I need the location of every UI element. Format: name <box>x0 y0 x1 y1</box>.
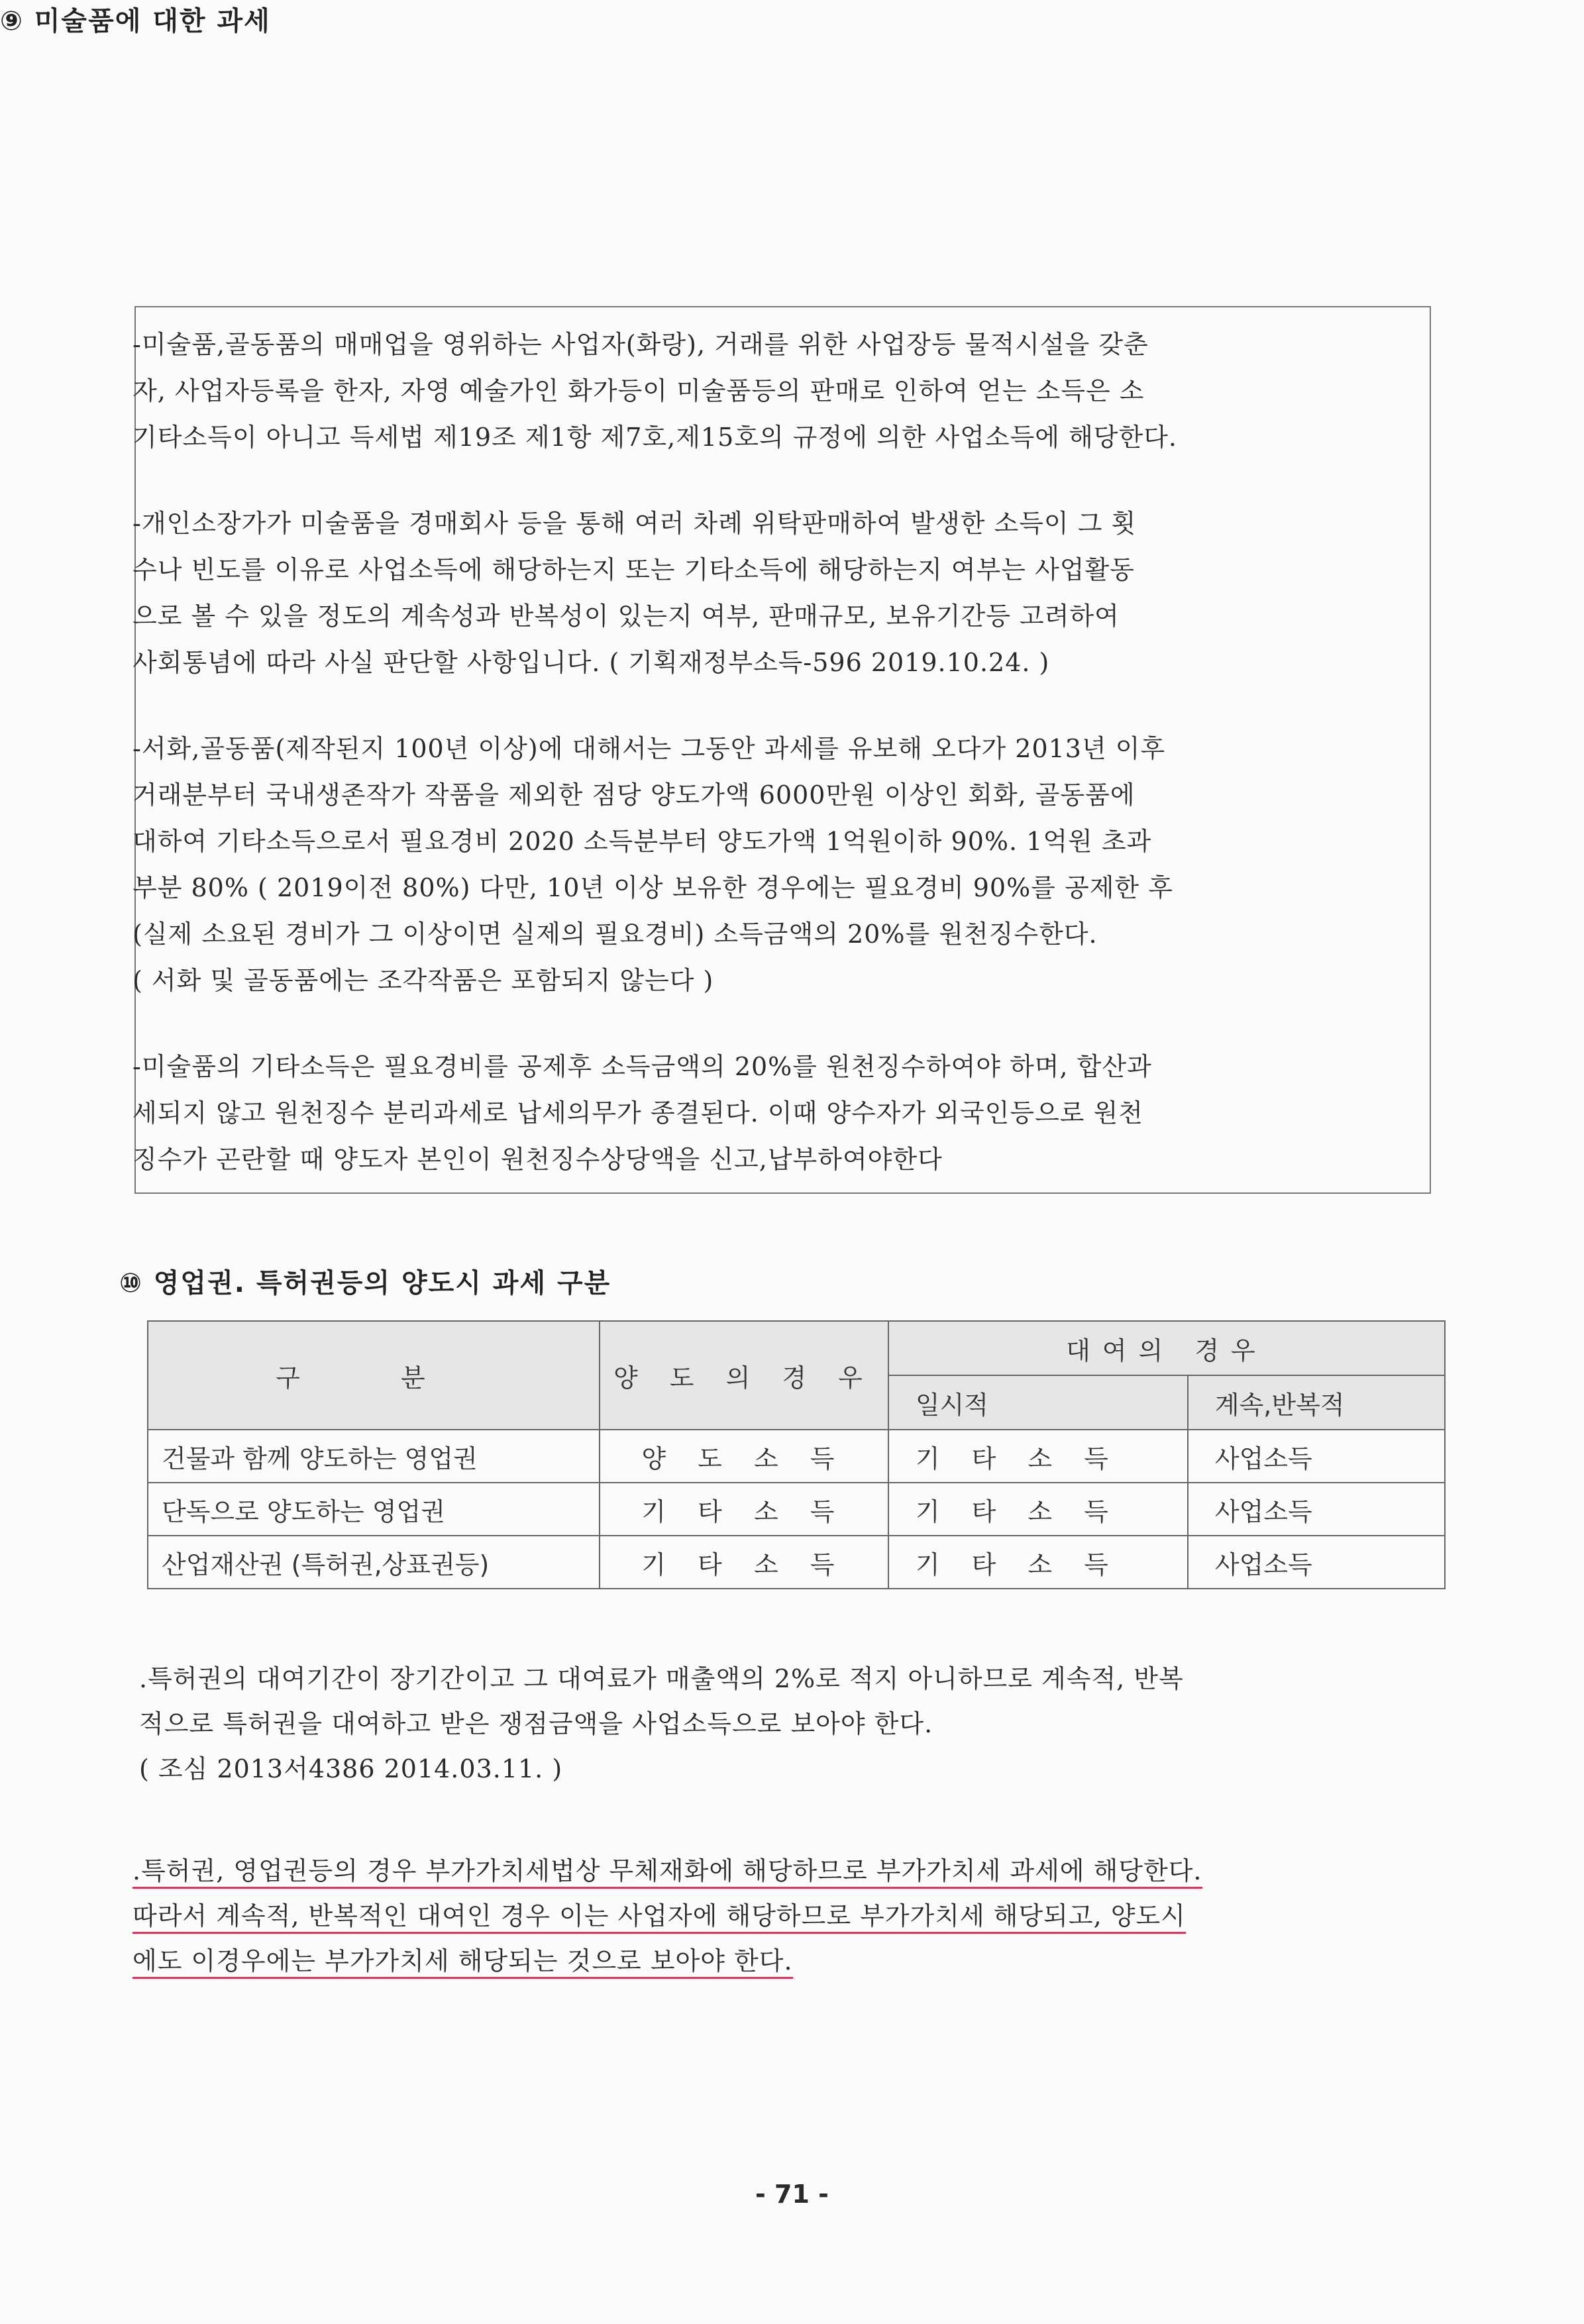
section9-paragraph-4 <box>132 1043 1424 1183</box>
section9-paragraph-1 <box>132 321 1424 460</box>
section9-title: ⑨ 미술품에 대한 과세 <box>0 6 271 36</box>
text-line: 부분 80% ( 2019이전 80%) 다만, 10년 이상 보유한 경우에는 필요경비 90%를 공제한 후 <box>132 873 1173 902</box>
section9-paragraph-2 <box>132 500 1424 686</box>
text-line: (실제 소요된 경비가 그 이상이면 실제의 필요경비) 소득금액의 20%를 원천징수한다. <box>132 920 1098 949</box>
header-lease: 대여의 경우 <box>888 1321 1445 1375</box>
text-line: 적으로 특허권을 대여하고 받은 쟁점금액을 사업소득으로 보아야 한다. <box>139 1709 933 1738</box>
section9-paragraph-3 <box>132 725 1424 1004</box>
text-line: -서화,골동품(제작된지 100년 이상)에 대해서는 그동안 과세를 유보해 오다가 2013년 이후 <box>132 734 1166 763</box>
text-line: 자, 사업자등록을 한자, 자영 예술가인 화가등이 미술품등의 판매로 인하여 얻는 소득은 소 <box>132 376 1145 405</box>
cell-transfer: 기 타 소 득 <box>600 1536 888 1589</box>
cell-temporary: 기 타 소 득 <box>888 1483 1188 1536</box>
text-line: -개인소장가가 미술품을 경매회사 등을 통해 여러 차례 위탁판매하여 발생한 소득이 그 횟 <box>132 509 1137 538</box>
text-line: ( 조심 2013서4386 2014.03.11. ) <box>139 1754 563 1783</box>
page-number: - 71 - <box>755 2180 829 2209</box>
cell-repeated: 사업소득 <box>1188 1430 1445 1483</box>
text-line: 대하여 기타소득으로서 필요경비 2020 소득분부터 양도가액 1억원이하 90%. 1억원 초과 <box>132 827 1152 856</box>
text-line <box>132 1848 1438 1893</box>
underlined-text: .특허권, 영업권등의 경우 부가가치세법상 무체재화에 해당하므로 부가가치세 과세에 해당한다. <box>132 1856 1202 1889</box>
text-line: 으로 볼 수 있을 정도의 계속성과 반복성이 있는지 여부, 판매규모, 보유기간등 고려하여 <box>132 602 1120 631</box>
header-repeated: 계속,반복적 <box>1188 1375 1445 1430</box>
cell-repeated: 사업소득 <box>1188 1536 1445 1589</box>
cell-category: 산업재산권 (특허권,상표권등) <box>148 1536 600 1589</box>
section10-title: ⑩ 영업권. 특허권등의 양도시 과세 구분 <box>119 1268 611 1298</box>
text-line: -미술품,골동품의 매매업을 영위하는 사업자(화랑), 거래를 위한 사업장등 물적시설을 갖춘 <box>132 330 1149 359</box>
underlined-text: 에도 이경우에는 부가가치세 해당되는 것으로 보아야 한다. <box>132 1946 793 1979</box>
tax-classification-table <box>147 1320 1446 1589</box>
cell-category: 건물과 함께 양도하는 영업권 <box>148 1430 600 1483</box>
text-line: 수나 빈도를 이유로 사업소득에 해당하는지 또는 기타소득에 해당하는지 여부는 사업활동 <box>132 555 1135 584</box>
text-line: 거래분부터 국내생존작가 작품을 제외한 점당 양도가액 6000만원 이상인 회화, 골동품에 <box>132 780 1135 810</box>
header-temporary: 일시적 <box>888 1375 1188 1430</box>
text-line: 기타소득이 아니고 득세법 제19조 제1항 제7호,제15호의 규정에 의한 사업소득에 해당한다. <box>132 423 1178 452</box>
header-category: 구 분 <box>148 1321 600 1430</box>
text-line <box>132 1893 1438 1938</box>
cell-transfer: 양 도 소 득 <box>600 1430 888 1483</box>
underlined-text: 따라서 계속적, 반복적인 대여인 경우 이는 사업자에 해당하므로 부가가치세 해당되고, 양도시 <box>132 1901 1186 1934</box>
table-row <box>148 1536 1445 1589</box>
cell-temporary: 기 타 소 득 <box>888 1430 1188 1483</box>
text-line: -미술품의 기타소득은 필요경비를 공제후 소득금액의 20%를 원천징수하여야 하며, 합산과 <box>132 1052 1152 1081</box>
cell-temporary: 기 타 소 득 <box>888 1536 1188 1589</box>
text-line: .특허권의 대여기간이 장기간이고 그 대여료가 매출액의 2%로 적지 아니하므로 계속적, 반복 <box>139 1664 1184 1693</box>
patent-lease-note <box>139 1656 1444 1791</box>
cell-transfer: 기 타 소 득 <box>600 1483 888 1536</box>
table-row <box>148 1483 1445 1536</box>
table-row <box>148 1430 1445 1483</box>
text-line: ( 서화 및 골동품에는 조각작품은 포함되지 않는다 ) <box>132 966 714 995</box>
header-transfer: 양 도 의 경 우 <box>600 1321 888 1430</box>
cell-repeated: 사업소득 <box>1188 1483 1445 1536</box>
text-line: 징수가 곤란할 때 양도자 본인이 원천징수상당액을 신고,납부하여야한다 <box>132 1145 943 1174</box>
cell-category: 단독으로 양도하는 영업권 <box>148 1483 600 1536</box>
text-line: 세되지 않고 원천징수 분리과세로 납세의무가 종결된다. 이때 양수자가 외국인등으로 원천 <box>132 1098 1143 1128</box>
text-line: 사회통념에 따라 사실 판단할 사항입니다. ( 기획재정부소득-596 2019.10.24. ) <box>132 648 1050 677</box>
vat-note <box>132 1848 1438 1983</box>
text-line <box>132 1938 1438 1983</box>
